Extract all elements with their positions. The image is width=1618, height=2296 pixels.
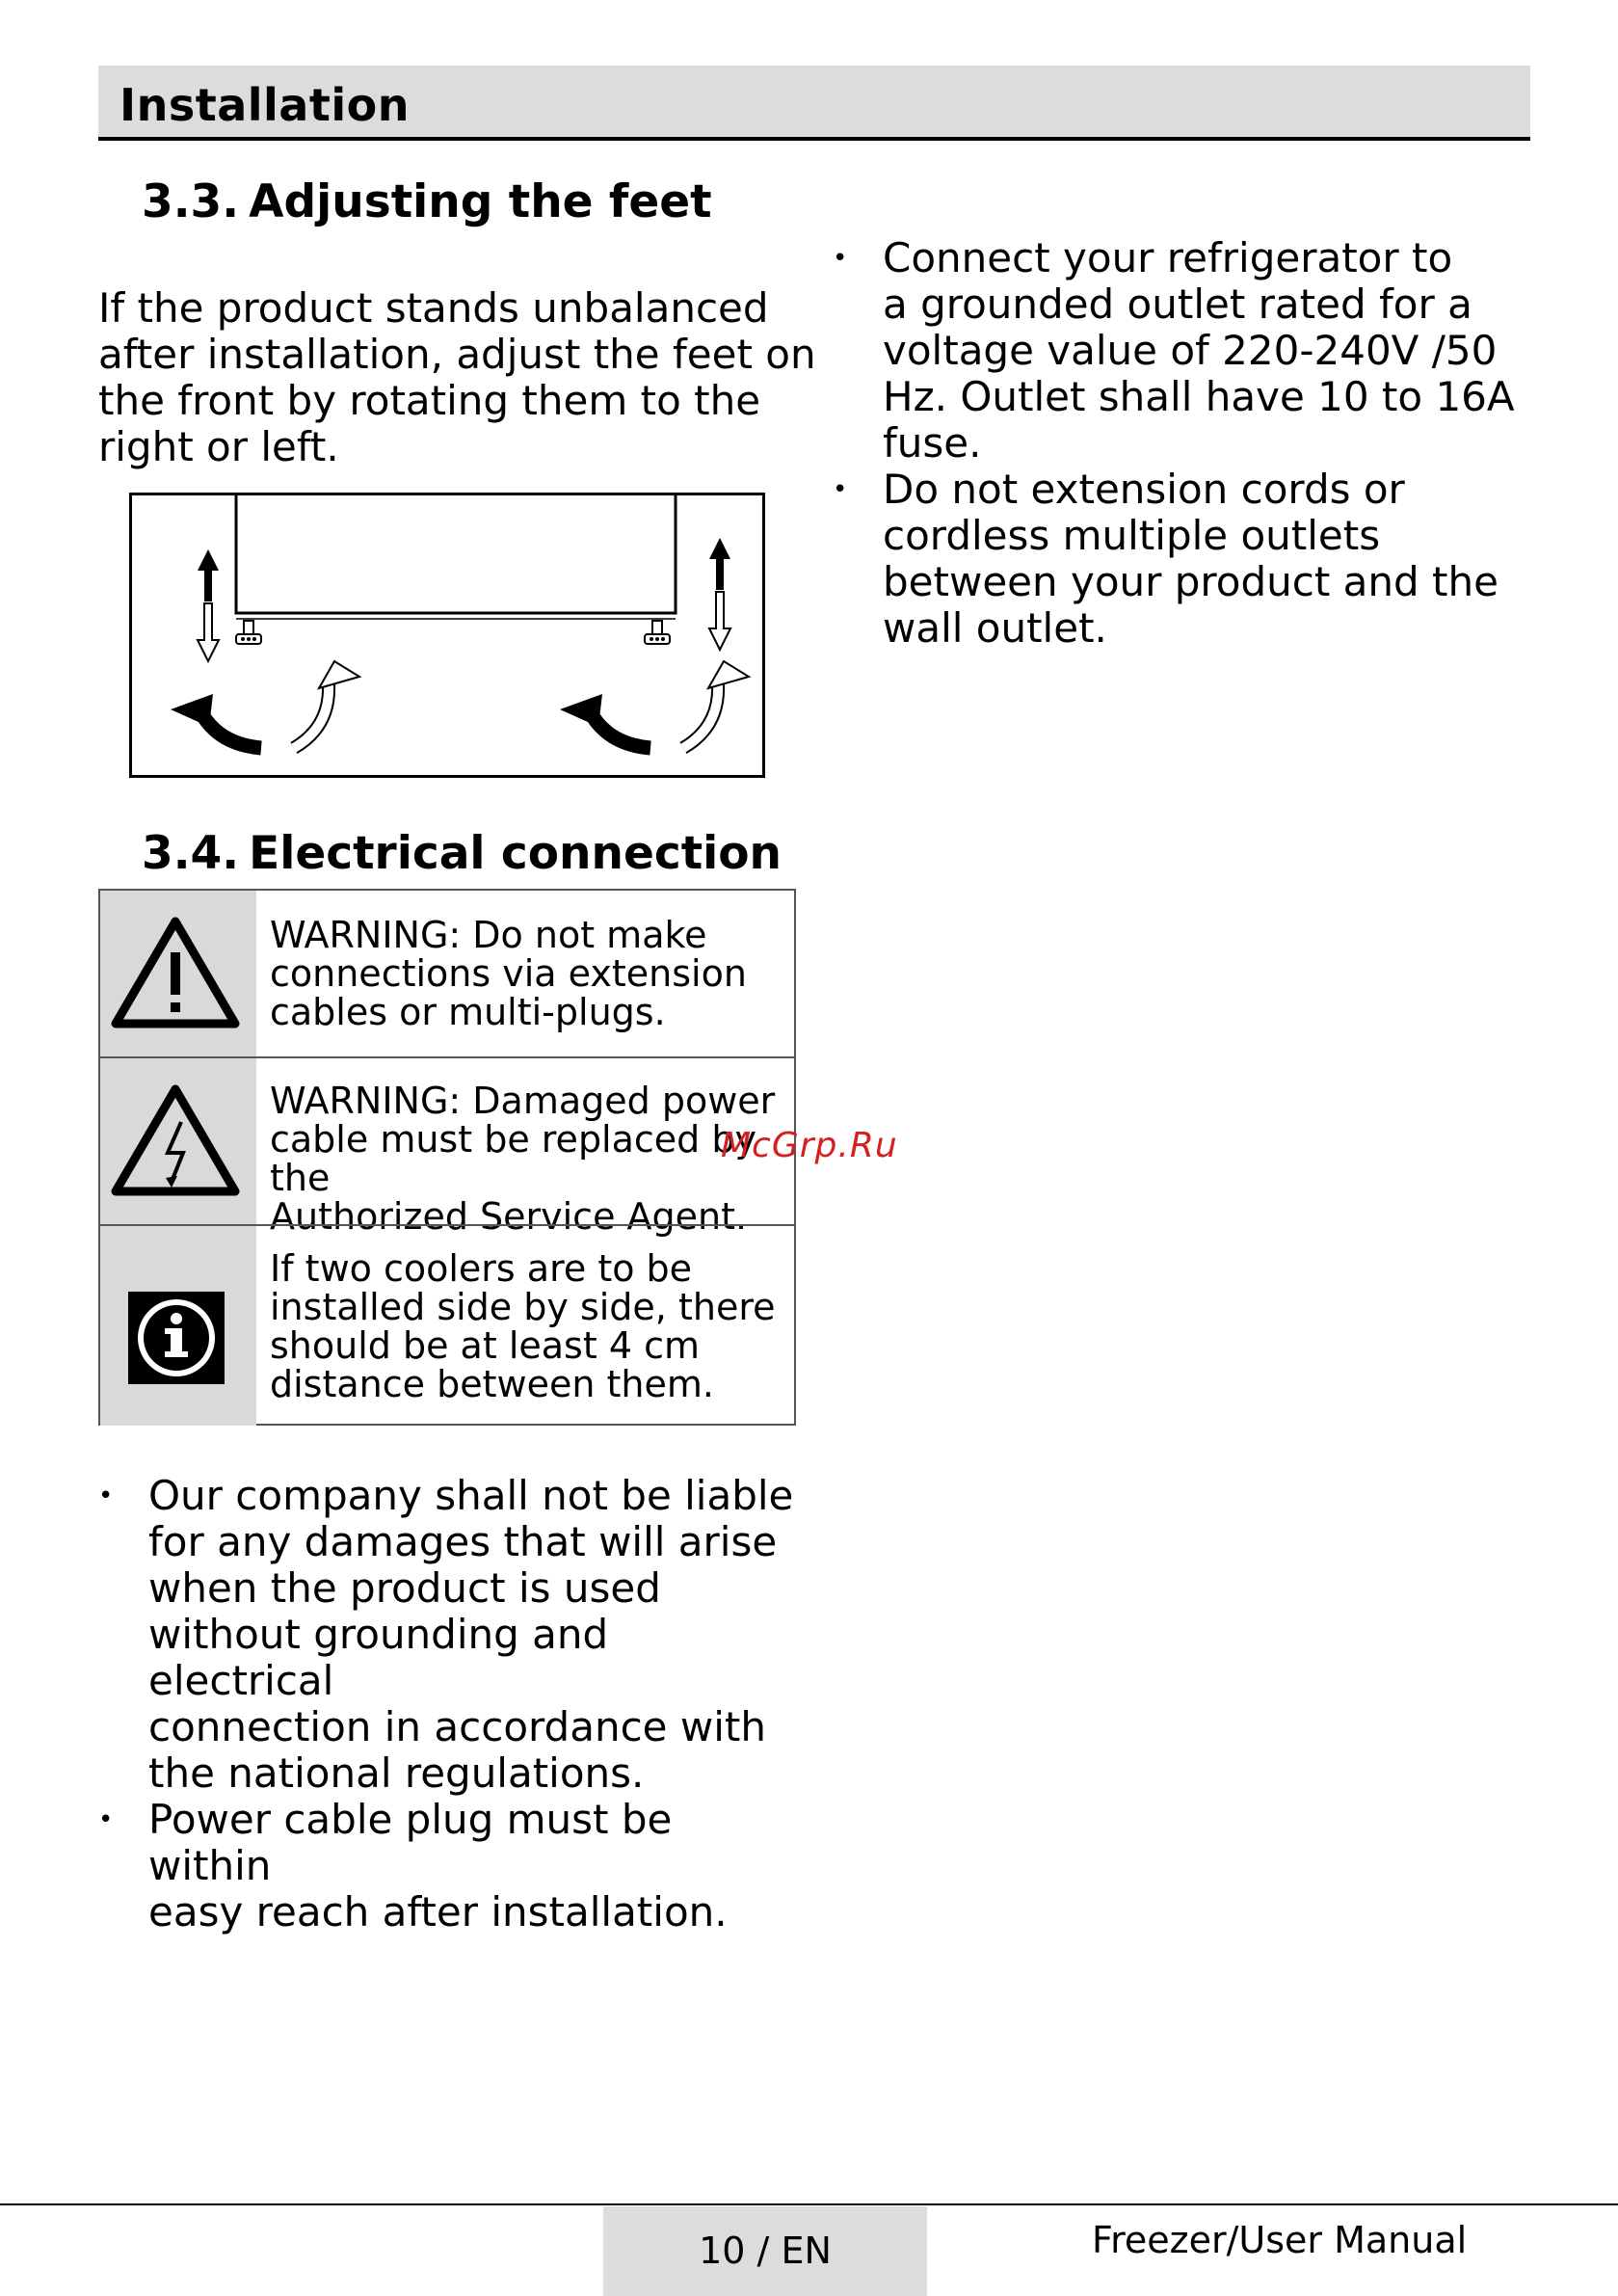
footer-page-box [603, 2206, 927, 2296]
bullet-icon: • [98, 1805, 114, 1834]
bullet-icon: • [833, 244, 848, 273]
text-line: after installation, adjust the feet on [98, 331, 816, 378]
text-line: connections via extension [270, 952, 747, 995]
text-line: Authorized Service Agent. [270, 1195, 748, 1238]
electrical-bullet-list [98, 1472, 804, 1936]
warning-row [100, 1056, 794, 1238]
warning-text [270, 1081, 788, 1236]
text-line: for any damages that will arise [148, 1518, 778, 1565]
warning-row [100, 1224, 794, 1426]
footer-divider [0, 2203, 1618, 2205]
text-line: connection in accordance with [148, 1703, 766, 1750]
section-header-bar [98, 66, 1530, 141]
text-line: fuse. [883, 419, 982, 467]
text-line: between your product and the [883, 558, 1499, 605]
text-line: Power cable plug must be within [148, 1796, 673, 1889]
text-line: Connect your refrigerator to [883, 234, 1453, 281]
text-line: voltage value of 220-240V /50 [883, 327, 1498, 374]
right-rotate-arrows-icon [560, 661, 749, 748]
text-line: cordless multiple outlets [883, 512, 1381, 559]
text-line: easy reach after installation. [148, 1888, 728, 1936]
list-item [833, 234, 1538, 467]
text-line: Hz. Outlet shall have 10 to 16A [883, 373, 1515, 420]
section-number: 3.4. [142, 827, 240, 880]
left-up-down-arrow-icon [198, 549, 219, 661]
page-number: 10 / EN [699, 2229, 832, 2272]
bullet-icon: • [833, 475, 848, 504]
right-up-down-arrow-icon [709, 538, 730, 650]
text-line: should be at least 4 cm [270, 1324, 700, 1367]
warning-row [100, 891, 794, 1056]
bullet-icon: • [98, 1482, 114, 1510]
section-number: 3.3. [142, 175, 240, 228]
text-line: installed side by side, there [270, 1286, 776, 1328]
list-item [98, 1472, 804, 1797]
watermark-text: McGrp.Ru [721, 1126, 898, 1165]
electric-hazard-icon [100, 1058, 256, 1224]
section-heading-electrical-connection [142, 827, 782, 880]
left-foot-icon [236, 621, 261, 644]
warning-icon-cell [100, 1226, 256, 1426]
warnings-table [98, 889, 796, 1426]
text-line: when the product is used [148, 1564, 661, 1612]
info-text [270, 1249, 788, 1403]
warning-triangle-icon [100, 891, 256, 1056]
right-foot-icon [645, 621, 670, 644]
warning-icon-cell [100, 1058, 256, 1224]
warning-text [270, 916, 788, 1031]
feet-diagram-svg [132, 495, 762, 775]
text-line: the national regulations. [148, 1749, 645, 1797]
warning-icon-cell [100, 891, 256, 1056]
left-rotate-arrows-icon [171, 661, 359, 748]
text-line: cables or multi-plugs. [270, 991, 666, 1033]
list-item [833, 466, 1538, 652]
feet-adjustment-illustration [129, 493, 765, 778]
text-line: wall outlet. [883, 604, 1107, 652]
header-title: Installation [119, 79, 410, 131]
text-line: Our company shall not be liable [148, 1472, 794, 1519]
text-line: Do not extension cords or [883, 466, 1405, 513]
text-line: cable must be replaced by the [270, 1118, 756, 1199]
text-line: distance between them. [270, 1363, 714, 1405]
text-line: If the product stands unbalanced [98, 284, 769, 332]
text-line: a grounded outlet rated for a [883, 280, 1472, 328]
text-line: right or left. [98, 423, 339, 470]
list-item [98, 1796, 804, 1936]
section-heading-adjusting-feet [142, 175, 712, 228]
footer-manual-title: Freezer/User Manual [1092, 2219, 1468, 2261]
appliance-body [236, 495, 676, 613]
feet-paragraph [98, 285, 816, 470]
info-icon [100, 1226, 256, 1428]
text-line: If two coolers are to be [270, 1247, 693, 1290]
text-line: the front by rotating them to the [98, 377, 761, 424]
section-title: Adjusting the feet [249, 175, 712, 228]
text-line: WARNING: Damaged power [270, 1080, 776, 1122]
text-line: without grounding and electrical [148, 1611, 609, 1704]
section-title: Electrical connection [249, 827, 782, 880]
text-line: WARNING: Do not make [270, 914, 707, 956]
right-column-bullet-list [833, 234, 1538, 652]
